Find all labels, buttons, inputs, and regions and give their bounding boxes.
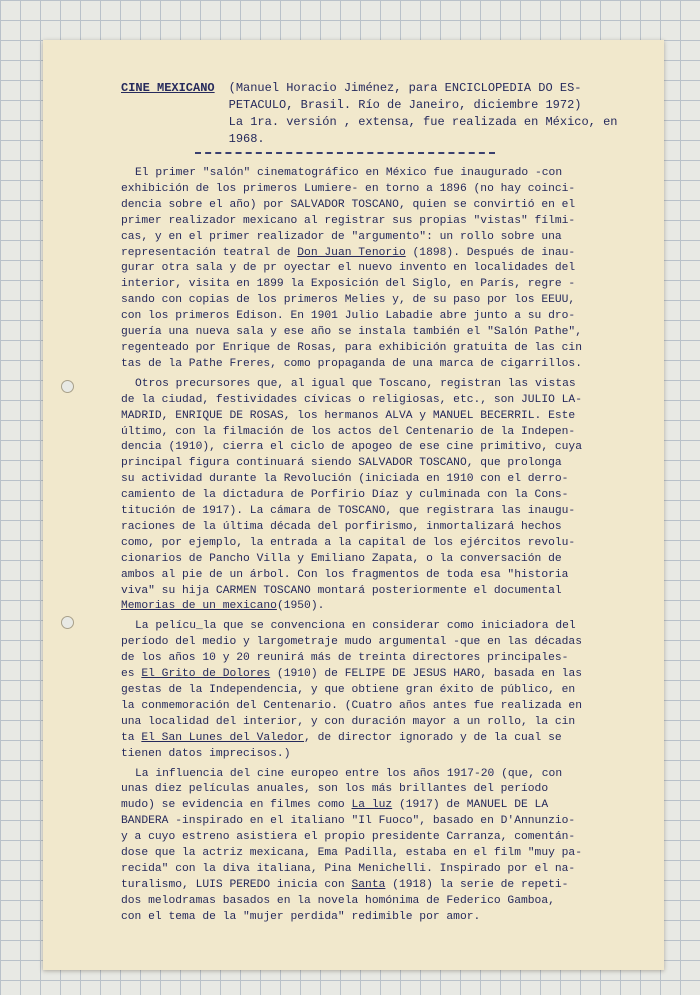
underlined-title: El Grito de Dolores: [141, 668, 271, 681]
paragraph: [121, 377, 628, 616]
typed-page: [43, 40, 664, 970]
text-line: camiento de la dictadura de Porfirio Díaz y culminada con la Cons-: [121, 489, 569, 502]
underlined-title: Santa: [351, 878, 386, 891]
text-line: cas, y en el primer realizador de "argumento": un rollo sobre una: [121, 230, 562, 243]
text-line: período del medio y largometraje mudo argumental -que en las décadas: [121, 636, 582, 649]
text-line: de los años 10 y 20 reunirá más de treinta directores principales-: [121, 652, 569, 665]
text-line: titución de 1917). La cámara de TOSCANO, que registrara las inaugu-: [121, 505, 576, 518]
paragraph: [121, 166, 628, 373]
text-line: dencia sobre el año) por SALVADOR TOSCANO, quien se convirtió en el: [121, 198, 576, 211]
dashed-rule: [195, 152, 495, 154]
text-line: la conmemoración del Centenario. (Cuatro años antes fue realizada en: [121, 699, 582, 712]
text-line: Memorias de un mexicano(1950).: [121, 600, 325, 613]
text-line: viva" su hija CARMEN TOSCANO montará posteriormente el documental: [121, 584, 562, 597]
text-line: tas de la Pathe Freres, como propaganda de una marca de cigarrillos.: [121, 357, 582, 370]
text-line: es El Grito de Dolores (1910) de FELIPE DE JESUS HARO, basada en las: [121, 668, 583, 681]
punch-hole: [61, 380, 74, 393]
underlined-title: Memorias de un mexicano: [121, 600, 277, 613]
text-line: interior, visita en 1899 la Exposición del Siglo, en París, regre -: [121, 278, 576, 291]
text-line: gestas de la Independencia, y que obtiene gran éxito de público, en: [121, 684, 576, 696]
text-line: El primer "salón" cinematográfico en México fue inaugurado -con: [135, 167, 563, 179]
text-line: principal figura continuará siendo SALVADOR TOSCANO, que prolonga: [121, 457, 562, 470]
header-line: (Manuel Horacio Jiménez, para ENCICLOPEDIA DO ES-: [228, 81, 582, 95]
header-attribution: [229, 80, 628, 148]
text-line: recida" con la diva italiana, Pina Menichelli. Inspirado por el na-: [121, 862, 576, 875]
header-line: La 1ra. versión , extensa, fue realizada en México, en: [228, 115, 618, 129]
paragraph: [121, 767, 628, 926]
underlined-title: La luz: [351, 799, 393, 812]
document-title: CINE MEXICANO: [121, 81, 215, 95]
text-line: tienen datos imprecisos.): [121, 747, 291, 760]
text-line: unas diez películas anuales, son los más brillantes del período: [121, 783, 549, 796]
text-line: mudo) se evidencia en filmes como La luz (1917) de MANUEL DE LA: [121, 799, 549, 812]
text-line: y a cuyo estreno asistiera el propio presidente Carranza, comentán-: [121, 831, 576, 844]
text-line: con el tema de la "mujer perdida" redimible por amor.: [121, 910, 481, 923]
text-line: dose que la actriz mexicana, Ema Padilla, estaba en el film "muy pa-: [121, 847, 582, 860]
punch-hole: [61, 616, 74, 629]
text-line: sando con copias de los primeros Melies y, de su paso por los EEUU,: [121, 294, 576, 307]
text-line: con los primeros Edison. En 1901 Julio Labadie abre junto a su dro-: [121, 310, 576, 323]
text-line: cionarios de Pancho Villa y Emiliano Zapata, o la conversación de: [121, 552, 562, 565]
text-line: ambos al pie de un árbol. Con los fragmentos de toda esa "historia: [121, 568, 569, 581]
paragraph: [121, 619, 628, 762]
document-body: [121, 166, 628, 926]
text-line: gurar otra sala y de pr oyectar el nuevo invento en localidades del: [121, 262, 576, 275]
text-line: ta El San Lunes del Valedor, de director ignorado y de la cual se: [121, 731, 562, 744]
underlined-title: Don Juan Tenorio: [297, 246, 406, 259]
text-line: primer realizador mexicano al registrar sus propias "vistas" fílmi-: [121, 214, 576, 227]
text-line: turalismo, LUIS PEREDO inicia con Santa (1918) la serie de repeti-: [121, 878, 569, 891]
text-line: representación teatral de Don Juan Tenorio (1898). Después de inau-: [121, 246, 576, 259]
text-line: dos melodramas basados en la novela homónima de Federico Gamboa,: [121, 894, 555, 907]
header-line: 1968.: [228, 132, 265, 146]
text-line: raciones de la última década del porfirismo, inmortalizará hechos: [121, 520, 562, 533]
text-line: BANDERA -inspirado en el italiano "Il Fuoco", basado en D'Annunzio-: [121, 815, 576, 828]
text-line: MADRID, ENRIQUE DE ROSAS, los hermanos ALVA y MANUEL BECERRIL. Este: [121, 409, 576, 422]
text-line: guería una nueva sala y ese año se instala también el "Salón Pathe",: [121, 326, 582, 339]
text-line: La influencia del cine europeo entre los años 1917-20 (que, con: [135, 767, 563, 780]
text-line: de la ciudad, festividades cívicas o religiosas, etc., son JULIO LA-: [121, 393, 582, 406]
text-line: último, con la filmación de los actos del Centenario de la Indepen-: [121, 425, 576, 438]
document-header: [121, 80, 628, 148]
text-line: Otros precursores que, al igual que Toscano, registran las vistas: [135, 377, 576, 390]
text-line: dencia (1910), cierra el ciclo de apogeo de ese cine primitivo, cuya: [121, 441, 582, 454]
text-line: exhibición de los primeros Lumiere- en torno a 1896 (no hay coinci-: [121, 182, 576, 195]
header-line: PETACULO, Brasil. Río de Janeiro, diciembre 1972): [228, 98, 582, 112]
text-line: su actividad durante la Revolución (iniciada en 1910 con el derro-: [121, 473, 569, 486]
text-line: regenteado por Enrique de Rosas, para exhibición gratuita de las cin: [121, 341, 582, 354]
text-line: como, por ejemplo, la entrada a la capital de los ejércitos revolu-: [121, 536, 576, 549]
underlined-title: El San Lunes del Valedor: [141, 731, 305, 744]
text-line: La pelícu_la que se convenciona en considerar como iniciadora del: [135, 620, 576, 633]
text-line: una localidad del interior, y con duración mayor a un rollo, la cin: [121, 715, 576, 728]
